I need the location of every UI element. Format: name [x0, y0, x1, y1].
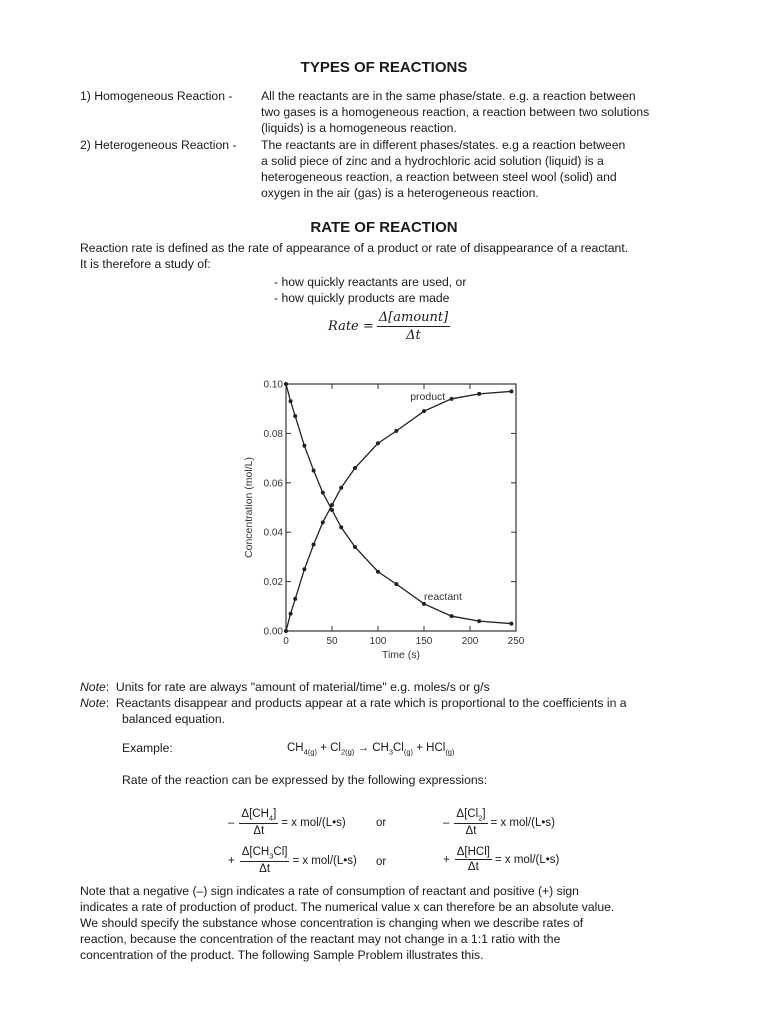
plot-frame [286, 384, 516, 631]
x-tick-label: 50 [326, 636, 338, 647]
note-2-text-2: balanced equation. [122, 712, 226, 726]
reactant-point [394, 582, 398, 586]
reactant-point [321, 491, 325, 495]
expr-hcl: + $\frac{\text{Δ[HCl]}}{\Delta t}$ = x mol/(L•s) [443, 846, 560, 873]
heterogeneous-line-4: oxygen in the air (gas) is a heterogeneous reaction. [261, 186, 539, 200]
product-point [293, 597, 297, 601]
reactant-line [286, 384, 511, 624]
reactant-point [339, 525, 343, 529]
closing-line-4: reaction, because the concentration of the reactant may not change in a 1:1 ratio with the [80, 932, 561, 946]
note-1-text: Units for rate are always "amount of material/time" e.g. moles/s or g/s [115, 680, 490, 694]
note-1: Note: Units for rate are always "amount of material/time" e.g. moles/s or g/s [80, 680, 490, 694]
rate-intro-line-1: Reaction rate is defined as the rate of appearance of a product or rate of disappearance of a reactant. [80, 241, 629, 255]
product-point [339, 486, 343, 490]
heterogeneous-line-3: heterogeneous reaction, a reaction between steel wool (solid) and [261, 170, 617, 184]
closing-line-3: We should specify the substance whose concentration is changing when we describe rates of [80, 916, 584, 930]
product-point [394, 429, 398, 433]
reactant-point [477, 619, 481, 623]
closing-line-5: concentration of the product. The following Sample Problem illustrates this. [80, 948, 484, 962]
expr-or-1: or [376, 817, 387, 829]
product-point [353, 466, 357, 470]
note-2-text-1: Reactants disappear and products appear at a rate which is proportional to the coefficients in a [115, 696, 627, 710]
product-point [312, 543, 316, 547]
homogeneous-line-1: All the reactants are in the same phase/state. e.g. a reaction between [261, 89, 636, 103]
reactant-point [302, 444, 306, 448]
reactant-series-label: reactant [424, 591, 462, 604]
homogeneous-label: 1) Homogeneous Reaction - [80, 89, 233, 103]
product-point [284, 629, 288, 633]
y-axis-label: Concentration (mol/L) [243, 457, 255, 558]
concentration-time-chart [236, 370, 536, 668]
x-tick-label: 0 [283, 636, 289, 647]
x-tick-label: 150 [415, 636, 433, 647]
expr-ch3cl: + $\frac{\Delta[CH_3Cl]}{\Delta t}$ = x mol/(L•s) [228, 846, 357, 876]
y-tick-label: 0.04 [263, 527, 283, 539]
product-point [302, 567, 306, 571]
closing-line-2: indicates a rate of production of product. The numerical value x can therefore be an absolute value. [80, 900, 615, 914]
y-tick-label: 0.06 [263, 478, 283, 490]
example-equation: $CH_{4(g)} + Cl_{2(g)} \to CH_3Cl_{(g)} + HCl_{(g)}$ [287, 742, 455, 757]
reactant-point [330, 508, 334, 512]
product-point [509, 389, 513, 393]
note-2: Note: Reactants disappear and products appear at a rate which is proportional to the coefficients in a [80, 696, 627, 710]
note-1-label: Note [80, 680, 106, 694]
reactant-point [312, 468, 316, 472]
y-tick-label: 0.00 [263, 626, 283, 638]
types-title: TYPES OF REACTIONS [300, 59, 468, 76]
product-point [289, 612, 293, 616]
rate-bullet-2: - how quickly products are made [274, 291, 450, 305]
rate-title: RATE OF REACTION [310, 219, 458, 236]
product-point [477, 392, 481, 396]
example-label: Example: [122, 741, 173, 755]
expr-or-2: or [376, 856, 387, 868]
reactant-point [353, 545, 357, 549]
reactant-point [289, 399, 293, 403]
product-point [376, 441, 380, 445]
heterogeneous-line-1: The reactants are in different phases/states. e.g a reaction between [261, 138, 626, 152]
product-point [321, 520, 325, 524]
rate-intro-line-2: It is therefore a study of: [80, 257, 211, 271]
product-series-label: product [410, 391, 446, 404]
y-tick-label: 0.08 [263, 428, 283, 440]
rate-formula-lhs: Rate = [328, 319, 374, 334]
reactant-point [376, 570, 380, 574]
expr-ch4: – $\frac{\Delta[CH_4]}{\Delta t}$ = x mol/(L•s) [228, 808, 346, 838]
product-point [422, 409, 426, 413]
homogeneous-line-2: two gases is a homogeneous reaction, a reaction between two solutions [261, 105, 650, 119]
y-tick-label: 0.02 [263, 577, 283, 589]
rate-bullet-1: - how quickly reactants are used, or [274, 275, 467, 289]
rate-formula-denominator: Δt [406, 328, 421, 343]
closing-line-1: Note that a negative (–) sign indicates a rate of consumption of reactant and positive (+) sign [80, 884, 579, 898]
rate-formula [328, 310, 453, 343]
expressions-intro: Rate of the reaction can be expressed by the following expressions: [122, 773, 488, 787]
rate-formula-numerator: Δ[amount] [378, 310, 449, 325]
note-2-label: Note [80, 696, 106, 710]
heterogeneous-line-2: a solid piece of zinc and a hydrochloric acid solution (liquid) is a [261, 154, 604, 168]
product-point [450, 397, 454, 401]
reactant-point [284, 382, 288, 386]
heterogeneous-label: 2) Heterogeneous Reaction - [80, 138, 237, 152]
expr-cl2: – $\frac{\Delta[Cl_2]}{\Delta t}$ = x mol/(L•s) [443, 808, 555, 838]
x-tick-label: 200 [461, 636, 479, 647]
reactant-point [509, 622, 513, 626]
homogeneous-line-3: (liquids) is a homogeneous reaction. [261, 121, 457, 135]
x-tick-label: 250 [507, 636, 525, 647]
y-tick-label: 0.10 [263, 379, 283, 391]
reactant-point [450, 614, 454, 618]
x-tick-label: 100 [369, 636, 387, 647]
reactant-point [293, 414, 297, 418]
product-line [286, 391, 511, 631]
x-axis-label: Time (s) [381, 649, 421, 661]
